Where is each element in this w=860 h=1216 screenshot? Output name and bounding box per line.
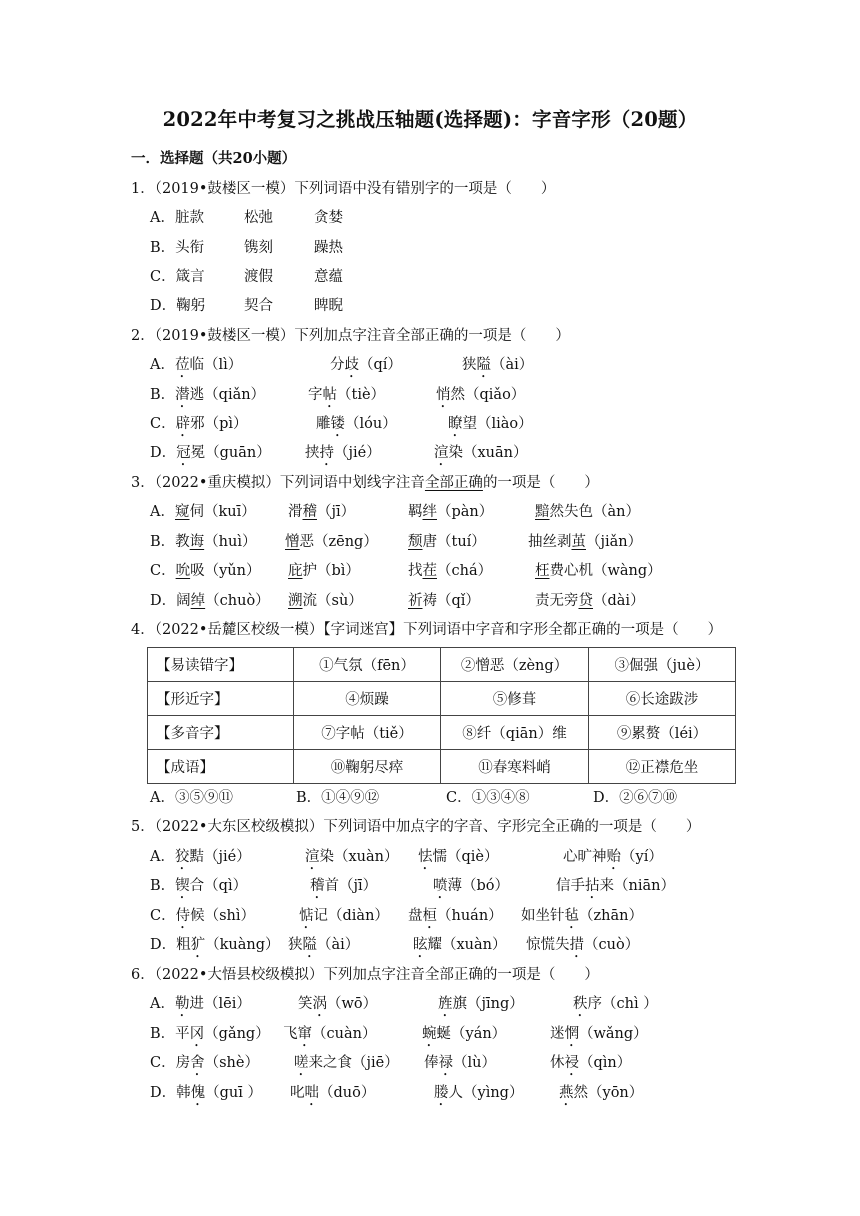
q3-b-rest3: 唐（tuí） [422,534,486,550]
q3-option-c [150,559,662,580]
q5-b-label: B． [150,878,176,894]
table-cell: 【形近字】 [148,682,294,716]
q3-c-ul3: 茬 [422,563,437,579]
q2-a-dot2: 歧 [344,357,359,373]
q5-c-pre4: 如坐针 [521,908,565,924]
q5-c-dot4: 毡 [564,908,579,924]
q5-d-label: D．粗 [150,937,191,953]
table-row [148,648,736,682]
section-heading: 一．选择题（共20小题） [131,150,297,167]
table-row [148,716,736,750]
q5-d-rest3: 耀（xuàn） [427,937,507,953]
table-cell: ⑦字帖（tiě） [294,716,441,750]
q6-c-rest3: （lù） [453,1055,496,1071]
q2-a-dot1: 莅 [174,357,190,373]
q3-d-ul2: 溯 [288,593,303,609]
q5-d-dot3: 眩 [413,937,428,953]
q4-option-b: B．①④⑨⑫ [296,790,380,806]
q3-d-ul1: 绰 [190,593,206,609]
q3-stem-post: 的一项是（ ） [482,475,599,491]
table-cell: 【易读错字】 [148,648,294,682]
q6-c-dot4: 祲 [564,1055,579,1071]
q1-option-a [150,206,343,227]
q1-c-word2: 渡假 [244,269,273,285]
q3-b-rest2: 恶（zēng） [299,534,378,550]
q5-d-pre2: 狭 [288,937,303,953]
q5-d-dot4: 措 [569,937,584,953]
q6-b-dot1: 冈 [189,1026,205,1042]
q3-b-ul2: 憎 [285,534,300,550]
q5-a-label: A． [150,849,175,865]
q5-option-b [150,874,675,902]
q2-a-rest1: 临（lì） [189,357,243,373]
q3-c-ul1: 吮 [175,563,191,579]
q6-d-rest2: （duō） [319,1085,376,1101]
q5-a-dot2: 渲 [305,849,320,865]
q6-c-rest1: （shè） [204,1055,259,1071]
q3-option-b [150,530,643,551]
q6-a-rest2: （wō） [327,996,378,1012]
q2-option-b [150,383,526,411]
question-4-stem: 4．（2022•岳麓区校级一模）【字词迷宫】下列词语中字音和字形全都正确的一项是（ ） [131,622,723,638]
q6-b-dot4: 惘 [564,1026,579,1042]
q6-c-pre3: 俸 [424,1055,439,1071]
q3-d-rest1: （chuò） [205,593,270,609]
q3-a-rest2: （jī） [317,504,356,520]
q5-d-dot2: 隘 [302,937,317,953]
q5-a-rest1: 黠（jié） [189,849,251,865]
q5-d-rest2: （ài） [317,937,360,953]
q3-c-rest1: 吸（yǔn） [190,563,261,579]
q6-a-pre2: 笑 [298,996,313,1012]
q3-c-ul4: 枉 [535,563,550,579]
q3-d-ul4: 贷 [578,593,593,609]
q5-b-dot4: 拈 [585,878,600,894]
q5-b-rest4: 来（niān） [599,878,675,894]
q5-option-a [150,845,663,873]
q2-d-dot3: 渲 [434,445,449,461]
q6-option-d [150,1081,644,1109]
q3-a-label: A． [150,504,175,520]
q6-d-rest3: 人（yìng） [448,1085,524,1101]
q2-a-pre3: 狭 [462,357,477,373]
q3-d-rest4: （dài） [593,593,645,609]
table-cell: ⑫正襟危坐 [589,750,736,784]
q4-option-a: A．③⑤⑨⑪ [150,790,233,806]
q6-d-dot4: 燕 [559,1085,574,1101]
q6-b-rest4: （wǎng） [579,1026,648,1042]
q6-b-dot2: 窜 [297,1026,312,1042]
q1-d-word2: 契合 [244,298,273,314]
table-row [148,750,736,784]
q2-b-dot1: 潜 [175,387,190,403]
q2-b-rest2: （tiè） [337,387,386,403]
q5-b-dot3: 喷 [433,878,448,894]
q2-c-dot3: 瞭 [448,416,463,432]
q1-b-word2: 镌刻 [244,240,273,256]
q6-option-c [150,1051,632,1079]
q3-a-ul3: 绊 [422,504,437,520]
table-row [148,682,736,716]
q5-c-dot2: 惦 [299,908,314,924]
q2-option-a [150,353,534,381]
q2-option-c [150,412,533,440]
q6-c-dot3: 禄 [438,1055,453,1071]
question-1-stem: 1．（2019•鼓楼区一模）下列词语中没有错别字的一项是（ ） [131,181,556,197]
q2-c-rest3: 望（liào） [462,416,533,432]
q6-d-rest1: （guī ） [205,1085,263,1101]
q3-c-label: C． [150,563,176,579]
table-cell: ④烦躁 [294,682,441,716]
q6-a-dot3: 旌 [438,996,453,1012]
q2-a-rest2: （qí） [359,357,402,373]
q6-d-label: D．韩 [150,1085,191,1101]
q1-option-c [150,265,343,286]
table-cell: ⑧纤（qiān）维 [441,716,589,750]
table-cell: 【多音字】 [148,716,294,750]
q5-b-dot2: 稽 [310,878,325,894]
q2-d-rest3: 染（xuān） [448,445,528,461]
q3-b-rest4: （jiǎn） [586,534,643,550]
q5-b-rest1: 合（qì） [189,878,248,894]
q3-c-rest2: 护（bì） [302,563,360,579]
q5-d-rest1: （kuàng） [205,937,280,953]
q6-d-dot3: 媵 [434,1085,449,1101]
q3-c-pre3: 找 [408,563,423,579]
q5-a-rest4: （yí） [621,849,663,865]
q2-d-rest1: 冕（guān） [190,445,271,461]
question-6-stem: 6．（2022•大悟县校级模拟）下列加点字注音全部正确的一项是（ ） [131,967,599,983]
q2-b-pre2: 字 [308,387,323,403]
q2-c-pre2: 雕 [316,416,331,432]
table-cell: ⑩鞠躬尽瘁 [294,750,441,784]
q2-d-rest2: （jié） [334,445,381,461]
q6-c-label: C．房 [150,1055,191,1071]
q6-c-pre4: 休 [550,1055,565,1071]
q6-a-rest4: 序（chì ） [587,996,658,1012]
q3-d-label: D．阔 [150,593,191,609]
q5-c-rest3: （huán） [437,908,503,924]
q3-a-ul2: 稽 [302,504,317,520]
q6-b-dot3: 蜿 [422,1026,437,1042]
q2-a-pre2: 分 [330,357,345,373]
q6-b-rest3: 蜒（yán） [436,1026,507,1042]
q1-a-word2: 松弛 [244,210,273,226]
q3-d-rest3: 祷（qǐ） [422,593,480,609]
table-cell: ⑨累赘（léi） [589,716,736,750]
q6-c-rest4: （qìn） [579,1055,632,1071]
q1-c-word1: C．箴言 [150,269,205,285]
q5-c-rest2: 记（diàn） [313,908,389,924]
q6-b-pre2: 飞 [283,1026,298,1042]
q1-d-word3: 睥睨 [314,298,343,314]
table-cell: ③倔强（juè） [589,648,736,682]
q1-option-d [150,294,343,315]
q3-a-rest1: 伺（kuī） [189,504,256,520]
q2-c-dot2: 镂 [330,416,345,432]
q2-b-rest3: 然（qiǎo） [450,387,526,403]
q4-word-maze-table [147,647,736,784]
q4-options [150,786,678,807]
q6-option-b [150,1022,648,1050]
page-title: 2022年中考复习之挑战压轴题(选择题)：字音字形（20题） [162,108,698,131]
q2-c-rest2: （lóu） [345,416,397,432]
q5-c-rest1: 候（shì） [190,908,256,924]
q6-d-dot1: 傀 [190,1085,206,1101]
q6-c-rest2: 来之食（jiē） [308,1055,399,1071]
q6-a-label: A． [150,996,175,1012]
q3-b-ul3: 颓 [408,534,423,550]
question-5-stem: 5．（2022•大东区校级模拟）下列词语中加点字的字音、字形完全正确的一项是（ ） [131,819,701,835]
q6-d-rest4: 然（yōn） [573,1085,644,1101]
q5-a-rest2: 染（xuàn） [319,849,399,865]
q3-d-ul3: 祈 [408,593,423,609]
q2-b-dot3: 悄 [436,387,451,403]
q3-stem-pre: 3．（2022•重庆模拟）下列词语中划线字注音 [131,475,425,491]
q5-a-pre4: 心旷神 [563,849,607,865]
q3-a-ul1: 窥 [174,504,190,520]
q2-d-pre2: 挟 [305,445,320,461]
q3-option-d [150,589,645,610]
q5-c-label: C． [150,908,176,924]
q5-option-c [150,904,643,932]
q5-b-rest2: 首（jī） [324,878,378,894]
q3-a-ul4: 黯 [535,504,550,520]
q3-d-rest2: 流（sù） [302,593,363,609]
table-cell: ①气氛（fēn） [294,648,441,682]
q6-c-dot1: 舍 [190,1055,205,1071]
q5-c-dot3: 桓 [422,908,437,924]
q6-a-dot1: 勒 [174,996,190,1012]
q1-option-b [150,236,343,257]
q5-d-rest4: （cuò） [584,937,640,953]
q6-a-rest1: 进（lēi） [189,996,251,1012]
q2-b-label: B． [150,387,176,403]
q3-b-label: B．教 [150,534,190,550]
q3-c-ul2: 庇 [288,563,303,579]
q6-b-label: B．平 [150,1026,190,1042]
q5-c-dot1: 侍 [175,908,191,924]
q5-b-rest3: 薄（bó） [447,878,510,894]
q2-c-label: C． [150,416,176,432]
q1-b-word1: B．头衔 [150,240,205,256]
q3-b-pre4: 抽丝剥 [528,534,572,550]
q5-a-dot3: 怯 [418,849,433,865]
q3-c-rest4: 费心机（wàng） [549,563,662,579]
q3-d-pre4: 责无旁 [535,593,579,609]
q5-a-dot4: 贻 [606,849,621,865]
q6-c-dot2: 嗟 [294,1055,309,1071]
table-cell: ⑤修葺 [441,682,589,716]
q1-a-word3: 贪婪 [314,210,343,226]
q2-option-d [150,441,528,469]
q2-d-dot1: 冠 [176,445,191,461]
q2-c-dot1: 辟 [175,416,191,432]
q5-d-pre4: 惊慌失 [526,937,570,953]
q2-d-label: D． [150,445,177,461]
q3-a-pre2: 滑 [288,504,303,520]
q6-d-pre2: 叱 [290,1085,305,1101]
q2-a-dot3: 隘 [476,357,491,373]
q1-b-word3: 躁热 [314,240,343,256]
q3-b-ul4: 茧 [571,534,586,550]
q2-d-dot2: 持 [319,445,334,461]
q5-b-pre4: 信手 [556,878,585,894]
q6-a-rest3: 旗（jīng） [452,996,524,1012]
q3-a-rest4: 然失色（àn） [549,504,640,520]
table-cell: ⑪春寒料峭 [441,750,589,784]
q5-d-dot1: 犷 [190,937,206,953]
q5-option-d [150,933,640,961]
table-cell: 【成语】 [148,750,294,784]
q3-stem-underlined: 全部正确 [424,475,483,491]
q3-a-rest3: （pàn） [437,504,494,520]
table-cell: ②憎恶（zèng） [441,648,589,682]
q4-option-d: D．②⑥⑦⑩ [593,790,678,806]
q2-a-label: A． [150,357,175,373]
q3-b-rest1: （huì） [204,534,257,550]
q6-b-rest1: （gǎng） [204,1026,270,1042]
q6-d-dot2: 咄 [304,1085,319,1101]
q6-option-a [150,992,658,1020]
q2-a-rest3: （ài） [491,357,534,373]
q5-c-rest4: （zhān） [579,908,643,924]
q5-c-pre3: 盘 [408,908,423,924]
q2-c-rest1: 邪（pì） [190,416,248,432]
q6-a-dot4: 秩 [573,996,588,1012]
q5-a-rest3: 懦（qiè） [432,849,499,865]
q1-a-word1: A．脏款 [150,210,204,226]
q3-b-ul1: 诲 [189,534,205,550]
question-2-stem: 2．（2019•鼓楼区一模）下列加点字注音全部正确的一项是（ ） [131,328,570,344]
q5-a-dot1: 狡 [174,849,190,865]
q1-c-word3: 意蕴 [314,269,343,285]
q2-b-rest1: 逃（qiǎn） [189,387,266,403]
table-cell: ⑥长途跋涉 [589,682,736,716]
q5-b-dot1: 锲 [175,878,190,894]
q3-a-pre3: 羁 [408,504,423,520]
q3-c-rest3: （chá） [437,563,493,579]
q6-b-rest2: （cuàn） [312,1026,377,1042]
q1-d-word1: D．鞠躬 [150,298,206,314]
q6-b-pre4: 迷 [550,1026,565,1042]
q2-b-dot2: 帖 [322,387,337,403]
q3-option-a [150,500,640,521]
q6-a-dot2: 涡 [312,996,327,1012]
question-3-stem [131,471,599,492]
q4-option-c: C．①③④⑧ [446,790,530,806]
